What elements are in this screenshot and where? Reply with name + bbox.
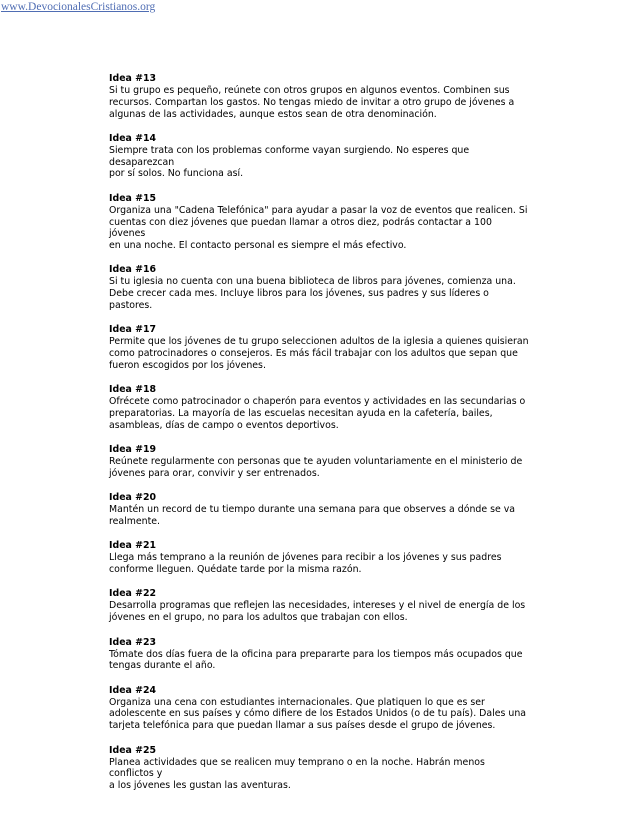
idea-text: Organiza una cena con estudiantes internacionales. Que platiquen lo que es ser adolescente en sus países y cómo difiere de los Estados Unidos (o de tu país). Dales una tarjeta telefónica para que puedan llamar a sus países desde el grupo de jóvenes. xyxy=(109,696,527,732)
idea-text: Desarrolla programas que reflejen las necesidades, intereses y el nivel de energía de los jóvenes en el grupo, no para los adultos que trabajan con ellos. xyxy=(109,600,526,624)
idea-title: Idea #13 xyxy=(109,73,157,84)
idea-title: Idea #14 xyxy=(109,132,157,144)
idea-title: Idea #24 xyxy=(109,684,157,696)
idea-24 xyxy=(109,685,529,732)
idea-text: Si tu grupo es pequeño, reúnete con otros grupos en algunos eventos. Combinen sus recursos. Compartan los gastos. No tengas miedo de invitar a otro grupo de jóvenes a algunas de las actividades, aunque estos sean de otra denominación. xyxy=(109,85,515,120)
idea-text: Siempre trata con los problemas conforme vayan surgiendo. No esperes que desaparezcan por sí solos. No funciona así. xyxy=(109,144,470,180)
idea-17 xyxy=(109,324,529,371)
idea-text: Organiza una "Cadena Telefónica" para ayudar a pasar la voz de eventos que realicen. Si cuentas con diez jóvenes que puedan llamar a otros diez, podrás contactar a 100 jóvenes en una noche. El contacto personal es siempre el más efectivo. xyxy=(109,204,528,252)
idea-text: Tómate dos días fuera de la oficina para prepararte para los tiempos más ocupados que tengas durante el año. xyxy=(109,648,523,672)
idea-title: Idea #20 xyxy=(109,492,157,504)
ideas-list xyxy=(109,73,529,804)
idea-text: Permite que los jóvenes de tu grupo seleccionen adultos de la iglesia a quienes quisieran como patrocinadores o consejeros. Es más fácil trabajar con los adultos que sepan que fueron escogidos por los jóvenes. xyxy=(109,336,529,371)
idea-title: Idea #15 xyxy=(109,192,157,204)
idea-text: Planea actividades que se realicen muy temprano o en la noche. Habrán menos conflictos y a los jóvenes les gustan las aventuras. xyxy=(109,756,485,792)
idea-text: Llega más temprano a la reunión de jóvenes para recibir a los jóvenes y sus padres conforme lleguen. Quédate tarde por la misma razón. xyxy=(109,552,502,576)
idea-20 xyxy=(109,492,529,528)
idea-19 xyxy=(109,444,529,480)
idea-text: Mantén un record de tu tiempo durante una semana para que observes a dónde se va realmente. xyxy=(109,504,516,528)
idea-title: Idea #23 xyxy=(109,636,157,648)
idea-title: Idea #16 xyxy=(109,264,157,276)
idea-title: Idea #17 xyxy=(109,324,157,336)
idea-title: Idea #25 xyxy=(109,744,157,756)
idea-22 xyxy=(109,588,529,624)
idea-text: Ofrécete como patrocinador o chaperón para eventos y actividades en las secundarias o preparatorias. La mayoría de las escuelas necesitan ayuda en la cafetería, bailes, asambleas, días de campo o eventos deportivos. xyxy=(109,396,526,431)
idea-15 xyxy=(109,193,529,252)
website-link[interactable]: www.DevocionalesCristianos.org xyxy=(1,1,156,13)
idea-25 xyxy=(109,745,529,792)
idea-14 xyxy=(109,133,529,180)
idea-text: Reúnete regularmente con personas que te ayuden voluntariamente en el ministerio de jóvenes para orar, convivir y ser entrenados. xyxy=(109,456,523,479)
idea-18 xyxy=(109,384,529,431)
idea-title: Idea #19 xyxy=(109,444,157,456)
idea-13 xyxy=(109,73,529,120)
idea-title: Idea #21 xyxy=(109,540,157,552)
idea-23 xyxy=(109,637,529,673)
idea-16 xyxy=(109,264,529,311)
idea-text: Si tu iglesia no cuenta con una buena biblioteca de libros para jóvenes, comienza una. Debe crecer cada mes. Incluye libros para los jóvenes, sus padres y sus líderes o pastores. xyxy=(109,276,516,312)
idea-21 xyxy=(109,540,529,576)
idea-title: Idea #18 xyxy=(109,384,157,396)
idea-title: Idea #22 xyxy=(109,588,157,600)
